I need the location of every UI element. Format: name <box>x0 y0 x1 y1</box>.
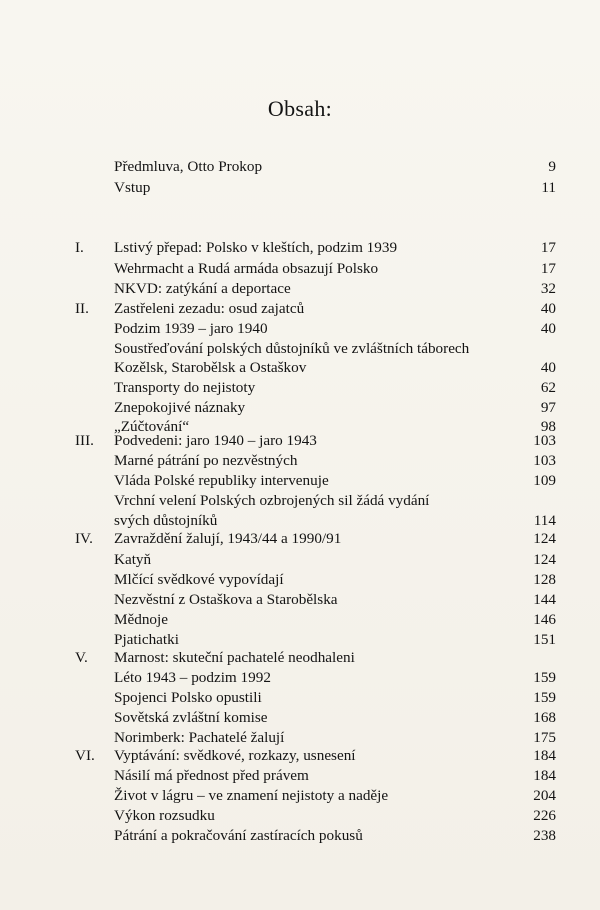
toc-entry <box>0 688 600 708</box>
toc-entry <box>0 339 600 359</box>
entry-title: Vstup <box>114 179 151 196</box>
entry-title: Kozělsk, Starobělsk a Ostaškov <box>114 359 307 376</box>
toc-entry <box>0 728 600 748</box>
entry-title: Transporty do nejistoty <box>114 379 256 396</box>
page-number: 62 <box>540 379 556 396</box>
page-number: 103 <box>533 452 556 469</box>
entry-title: Norimberk: Pachatelé žalují <box>114 729 285 746</box>
toc-entry <box>0 178 600 198</box>
toc-entry <box>0 826 600 846</box>
page-number: 97 <box>540 399 556 416</box>
entry-title: Mlčící svědkové vypovídají <box>114 571 284 588</box>
page-number: 146 <box>533 611 556 628</box>
page-number: 184 <box>533 767 556 784</box>
page-number: 238 <box>533 827 556 844</box>
page-number: 103 <box>533 432 556 449</box>
entry-title: Násilí má přednost před právem <box>114 767 309 784</box>
toc-entry <box>0 259 600 279</box>
toc-entry <box>0 590 600 610</box>
entry-title: Sovětská zvláštní komise <box>114 709 268 726</box>
toc-entry <box>0 491 600 511</box>
page-number: 124 <box>533 551 556 568</box>
toc-entry <box>0 358 600 378</box>
page-number: 159 <box>533 689 556 706</box>
toc-entry <box>0 511 600 531</box>
entry-title: Pjatichatki <box>114 631 179 648</box>
chapter-number: VI. <box>75 747 95 764</box>
page-number: 184 <box>533 747 556 764</box>
toc-entry <box>0 279 600 299</box>
toc-entry <box>0 746 600 766</box>
page-number: 98 <box>540 418 556 435</box>
entry-title: Podvedeni: jaro 1940 – jaro 1943 <box>114 432 317 449</box>
toc-entry <box>0 398 600 418</box>
toc-entry <box>0 431 600 451</box>
entry-title: Léto 1943 – podzim 1992 <box>114 669 271 686</box>
chapter-number: I. <box>75 239 84 256</box>
toc-entry <box>0 157 600 177</box>
toc-entry <box>0 786 600 806</box>
toc-entry <box>0 299 600 319</box>
page-number: 40 <box>540 300 556 317</box>
entry-title: Zavraždění žalují, 1943/44 a 1990/91 <box>114 530 342 547</box>
chapter-number: IV. <box>75 530 93 547</box>
chapter-number: V. <box>75 649 88 666</box>
toc-entry <box>0 648 600 668</box>
page-number: 40 <box>540 320 556 337</box>
entry-title: Nezvěstní z Ostaškova a Starobělska <box>114 591 338 608</box>
page-number: 144 <box>533 591 556 608</box>
page-number: 175 <box>533 729 556 746</box>
entry-title: Mědnoje <box>114 611 168 628</box>
page-number: 40 <box>540 359 556 376</box>
toc-entry <box>0 610 600 630</box>
entry-title: svých důstojníků <box>114 512 218 529</box>
entry-title: „Zúčtování“ <box>114 418 190 435</box>
page-number: 17 <box>540 239 556 256</box>
page-number: 204 <box>533 787 556 804</box>
page-number: 124 <box>533 530 556 547</box>
toc-entry <box>0 529 600 549</box>
page-number: 11 <box>541 179 556 196</box>
entry-title: Pátrání a pokračování zastíracích pokusů <box>114 827 363 844</box>
entry-title: Katyň <box>114 551 152 568</box>
page-number: 168 <box>533 709 556 726</box>
entry-title: NKVD: zatýkání a deportace <box>114 280 291 297</box>
entry-title: Marné pátrání po nezvěstných <box>114 452 298 469</box>
toc-entry <box>0 668 600 688</box>
page-number: 128 <box>533 571 556 588</box>
page-number: 32 <box>540 280 556 297</box>
entry-title: Život v lágru – ve znamení nejistoty a naděje <box>114 787 389 804</box>
toc-entry <box>0 766 600 786</box>
page-number: 114 <box>533 512 556 529</box>
page-number: 151 <box>533 631 556 648</box>
toc-entry <box>0 238 600 258</box>
toc-entry <box>0 550 600 570</box>
entry-title: Předmluva, Otto Prokop <box>114 158 263 175</box>
entry-title: Vláda Polské republiky intervenuje <box>114 472 329 489</box>
toc-entry <box>0 570 600 590</box>
page-number: 226 <box>533 807 556 824</box>
page-number: 109 <box>533 472 556 489</box>
toc-entry <box>0 319 600 339</box>
toc-entry <box>0 378 600 398</box>
page-title: Obsah: <box>267 96 333 121</box>
entry-title: Výkon rozsudku <box>114 807 215 824</box>
page-number: 159 <box>533 669 556 686</box>
entry-title: Lstivý přepad: Polsko v kleštích, podzim 1939 <box>114 239 398 256</box>
entry-title: Wehrmacht a Rudá armáda obsazují Polsko <box>114 260 379 277</box>
entry-title: Zastřeleni zezadu: osud zajatců <box>114 300 305 317</box>
entry-title: Soustřeďování polských důstojníků ve zvláštních táborech <box>114 340 470 357</box>
entry-title: Znepokojivé náznaky <box>114 399 246 416</box>
toc-entry <box>0 630 600 650</box>
entry-title: Marnost: skuteční pachatelé neodhaleni <box>114 649 355 666</box>
toc-entry <box>0 806 600 826</box>
page-number: 17 <box>540 260 556 277</box>
toc-entry <box>0 451 600 471</box>
chapter-number: III. <box>75 432 94 449</box>
entry-title: Vrchní velení Polských ozbrojených sil žádá vydání <box>114 492 430 509</box>
entry-title: Podzim 1939 – jaro 1940 <box>114 320 268 337</box>
chapter-number: II. <box>75 300 89 317</box>
toc-entry <box>0 708 600 728</box>
entry-title: Spojenci Polsko opustili <box>114 689 262 706</box>
toc-entry <box>0 471 600 491</box>
entry-title: Vyptávání: svědkové, rozkazy, usnesení <box>114 747 356 764</box>
page-number: 9 <box>548 158 556 175</box>
